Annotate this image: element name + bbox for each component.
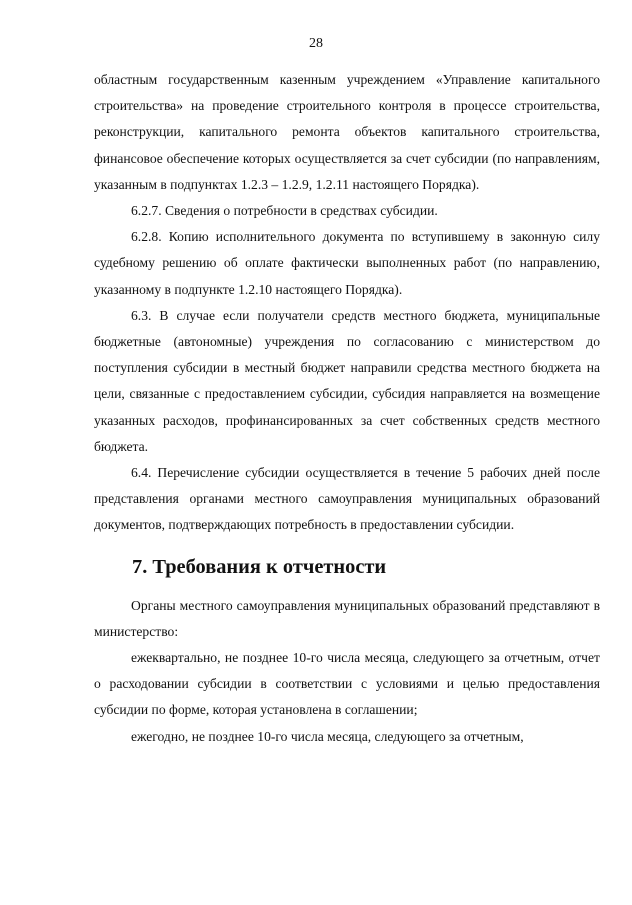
section-heading-reporting: 7. Требования к отчетности [132, 555, 387, 578]
paragraph-6-2-8: 6.2.8. Копию исполнительного документа по вступившему в законную силу судебному решению об оплате фактически выполненных работ (по направлению, указанному в подпункте 1.2.10 настоящего Порядка). [94, 229, 600, 297]
paragraph-6-4: 6.4. Перечисление субсидии осуществляется в течение 5 рабочих дней после представления органами местного самоуправления муниципальных образований документов, подтверждающих потребность в предоставлении субсидии. [94, 465, 600, 533]
document-body [94, 67, 600, 750]
paragraph-annual-report: ежегодно, не позднее 10-го числа месяца, следующего за отчетным, [131, 728, 524, 744]
paragraph-6-3: 6.3. В случае если получатели средств местного бюджета, муниципальные бюджетные (автономные) учреждения по согласованию с министерством до поступления субсидии в местный бюджет направили средства местного бюджета на цели, связанные с предоставлением субсидии, субсидия направляется на возмещение указанных расходов, профинансированных за счет собственных средств местного бюджета. [94, 307, 600, 454]
paragraph-quarterly-report: ежеквартально, не позднее 10-го числа месяца, следующего за отчетным, отчет о расходовании субсидии в соответствии с условиями и целью предоставления субсидии по форме, которая установлена в соглашении; [94, 650, 600, 718]
paragraph-6-2-7: 6.2.7. Сведения о потребности в средствах субсидии. [131, 203, 438, 219]
page-number: 28 [309, 36, 323, 51]
paragraph-reporting-intro: Органы местного самоуправления муниципальных образований представляют в министерство: [94, 597, 600, 639]
paragraph-continuation: областным государственным казенным учреждением «Управление капитального строительства» на проведение строительного контроля в процессе строительства, реконструкции, капитального ремонта объектов капитального строительства, финансовое обеспечение которых осуществляется за счет субсидии (по направлениям, указанным в подпунктах 1.2.3 – 1.2.9, 1.2.11 настоящего Порядка). [94, 72, 600, 192]
